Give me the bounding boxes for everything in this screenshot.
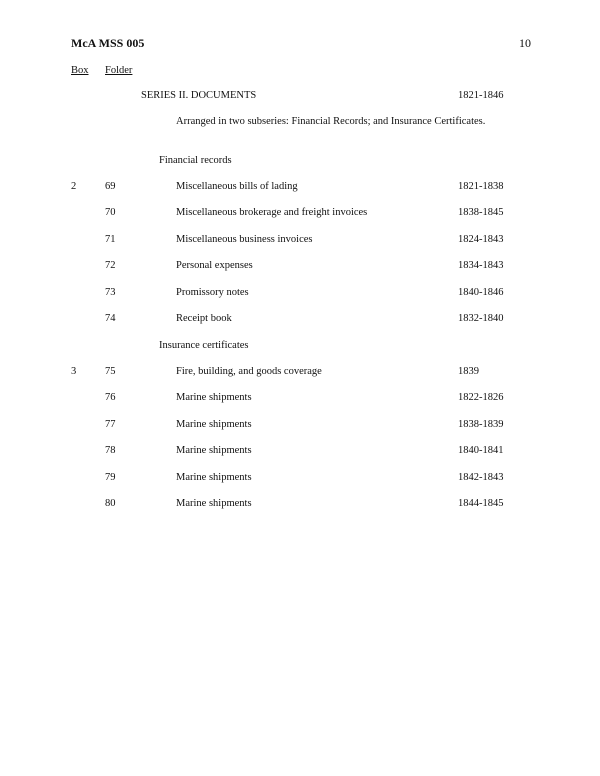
list-item [0, 499, 600, 513]
collection-id: McA MSS 005 [71, 36, 145, 50]
folder-number: 74 [105, 313, 116, 324]
box-number: 3 [71, 366, 77, 377]
folder-number: 69 [105, 181, 116, 192]
folder-dates: 1838-1845 [458, 207, 504, 218]
folder-dates: 1840-1846 [458, 287, 504, 298]
folder-number: 71 [105, 234, 116, 245]
folder-dates: 1821-1838 [458, 181, 504, 192]
list-item [0, 473, 600, 487]
folder-title: Personal expenses [176, 260, 253, 271]
folder-dates: 1834-1843 [458, 260, 504, 271]
folder-number: 80 [105, 498, 116, 509]
folder-dates: 1838-1839 [458, 419, 504, 430]
list-item [0, 393, 600, 407]
folder-number: 70 [105, 207, 116, 218]
series-title: SERIES II. DOCUMENTS [141, 90, 257, 101]
box-number: 2 [71, 181, 77, 192]
folder-title: Miscellaneous brokerage and freight invoices [176, 207, 368, 218]
column-header-folder: Folder [105, 65, 133, 76]
folder-dates: 1842-1843 [458, 472, 504, 483]
folder-number: 72 [105, 260, 116, 271]
folder-title: Fire, building, and goods coverage [176, 366, 322, 377]
folder-title: Marine shipments [176, 472, 252, 483]
list-item [0, 420, 600, 434]
folder-number: 77 [105, 419, 116, 430]
series-dates: 1821-1846 [458, 90, 504, 101]
folder-dates: 1822-1826 [458, 392, 504, 403]
folder-title: Marine shipments [176, 392, 252, 403]
folder-title: Marine shipments [176, 419, 252, 430]
list-item [0, 182, 600, 196]
folder-title: Miscellaneous business invoices [176, 234, 313, 245]
folder-title: Promissory notes [176, 287, 249, 298]
list-item [0, 314, 600, 328]
folder-dates: 1840-1841 [458, 445, 504, 456]
folder-dates: 1824-1843 [458, 234, 504, 245]
folder-dates: 1839 [458, 366, 479, 377]
folder-number: 73 [105, 287, 116, 298]
folder-number: 78 [105, 445, 116, 456]
series-arrangement-note: Arranged in two subseries: Financial Records; and Insurance Certificates. [176, 116, 486, 127]
list-item [0, 288, 600, 302]
folder-title: Miscellaneous bills of lading [176, 181, 298, 192]
list-item [0, 235, 600, 249]
list-item [0, 446, 600, 460]
list-item [0, 261, 600, 275]
list-item [0, 367, 600, 381]
folder-title: Marine shipments [176, 498, 252, 509]
folder-number: 76 [105, 392, 116, 403]
column-header-box: Box [71, 65, 89, 76]
page-number: 10 [519, 36, 531, 50]
folder-number: 75 [105, 366, 116, 377]
folder-dates: 1832-1840 [458, 313, 504, 324]
folder-title: Marine shipments [176, 445, 252, 456]
folder-title: Receipt book [176, 313, 232, 324]
subseries-title: Insurance certificates [159, 340, 249, 351]
list-item [0, 208, 600, 222]
folder-number: 79 [105, 472, 116, 483]
folder-dates: 1844-1845 [458, 498, 504, 509]
subseries-title: Financial records [159, 155, 232, 166]
